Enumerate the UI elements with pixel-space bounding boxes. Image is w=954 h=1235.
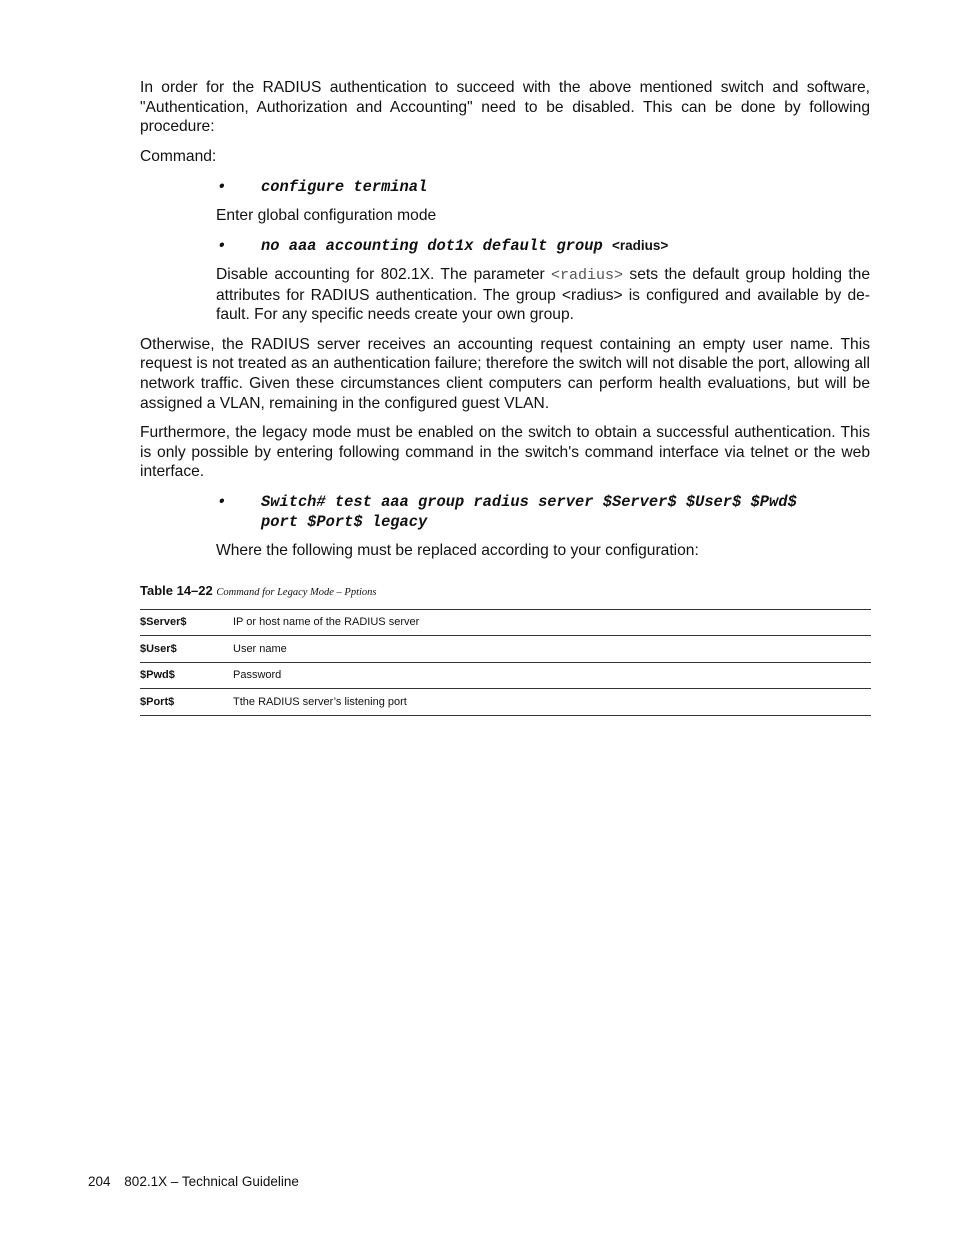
bullet-glyph: • bbox=[217, 236, 227, 255]
page-number: 204 bbox=[88, 1174, 111, 1189]
page-footer bbox=[88, 1174, 299, 1189]
command-text-line-1: Switch# test aaa group radius server $Server$ $User$ $Pwd$ bbox=[261, 492, 797, 511]
table-cell-key: $Pwd$ bbox=[140, 662, 233, 689]
command-bullet-configure-terminal bbox=[217, 177, 870, 197]
table-row bbox=[140, 662, 871, 689]
table-cell-value: User name bbox=[233, 636, 871, 663]
furthermore-paragraph: Furthermore, the legacy mode must be enabled on the switch to obtain a successful authentication. This is only possible by entering following command in the switch's command interface via telnet or the web interface. bbox=[140, 424, 870, 481]
table-row bbox=[140, 609, 871, 636]
command-text: no aaa accounting dot1x default group bbox=[261, 236, 603, 255]
command-bullet-no-aaa-accounting bbox=[217, 236, 870, 256]
table-cell-key: $Server$ bbox=[140, 609, 233, 636]
command-argument: <radius> bbox=[611, 237, 669, 253]
table-row bbox=[140, 636, 871, 663]
table-row bbox=[140, 689, 871, 716]
page-content bbox=[140, 78, 870, 716]
table-cell-key: $Port$ bbox=[140, 689, 233, 716]
command-text-block bbox=[261, 492, 870, 532]
bullet-glyph: • bbox=[217, 178, 227, 197]
table-caption bbox=[140, 583, 870, 598]
otherwise-paragraph: Otherwise, the RADIUS server receives an accounting request containing an empty user name. This request is not treated as an authentication failure; therefore the switch will not disable the port, allowing all network traffic. Given these circumstances client computers can perform health evaluations, but will be assigned a VLAN, remaining in the configured guest VLAN. bbox=[140, 335, 870, 412]
description-suffix: sets the default group holding the attributes for RADIUS authentication. The group <radius> is configured and available by de-fault. For any specific needs create your own group. bbox=[216, 265, 871, 324]
intro-paragraph: In order for the RADIUS authentication to succeed with the above mentioned switch and software, "Authentication, Authorization and Accounting" need to be disabled. This can be done by following procedure: bbox=[140, 79, 870, 136]
table-caption-number: Table 14–22 bbox=[140, 582, 213, 598]
table-caption-title: Command for Legacy Mode – Pptions bbox=[216, 586, 377, 598]
bullet-glyph: • bbox=[217, 492, 227, 511]
command-description: Enter global configuration mode bbox=[216, 207, 437, 225]
legacy-mode-options-table bbox=[140, 609, 871, 716]
document-title: 802.1X – Technical Guideline bbox=[124, 1174, 299, 1189]
command-description-accounting bbox=[216, 265, 870, 325]
command-bullet-legacy-test bbox=[217, 492, 870, 532]
inline-code: <radius> bbox=[551, 266, 624, 284]
command-text-line-2: port $Port$ legacy bbox=[261, 512, 428, 531]
command-label: Command: bbox=[140, 147, 217, 165]
table-cell-key: $User$ bbox=[140, 636, 233, 663]
description-prefix: Disable accounting for 802.1X. The parameter bbox=[216, 265, 545, 283]
table-cell-value: Password bbox=[233, 662, 871, 689]
table-cell-value: Tthe RADIUS server’s listening port bbox=[233, 689, 871, 716]
table-cell-value: IP or host name of the RADIUS server bbox=[233, 609, 871, 636]
command-text-wrapper bbox=[261, 236, 870, 256]
replacement-note: Where the following must be replaced according to your configuration: bbox=[216, 541, 699, 559]
command-text: configure terminal bbox=[261, 178, 428, 197]
